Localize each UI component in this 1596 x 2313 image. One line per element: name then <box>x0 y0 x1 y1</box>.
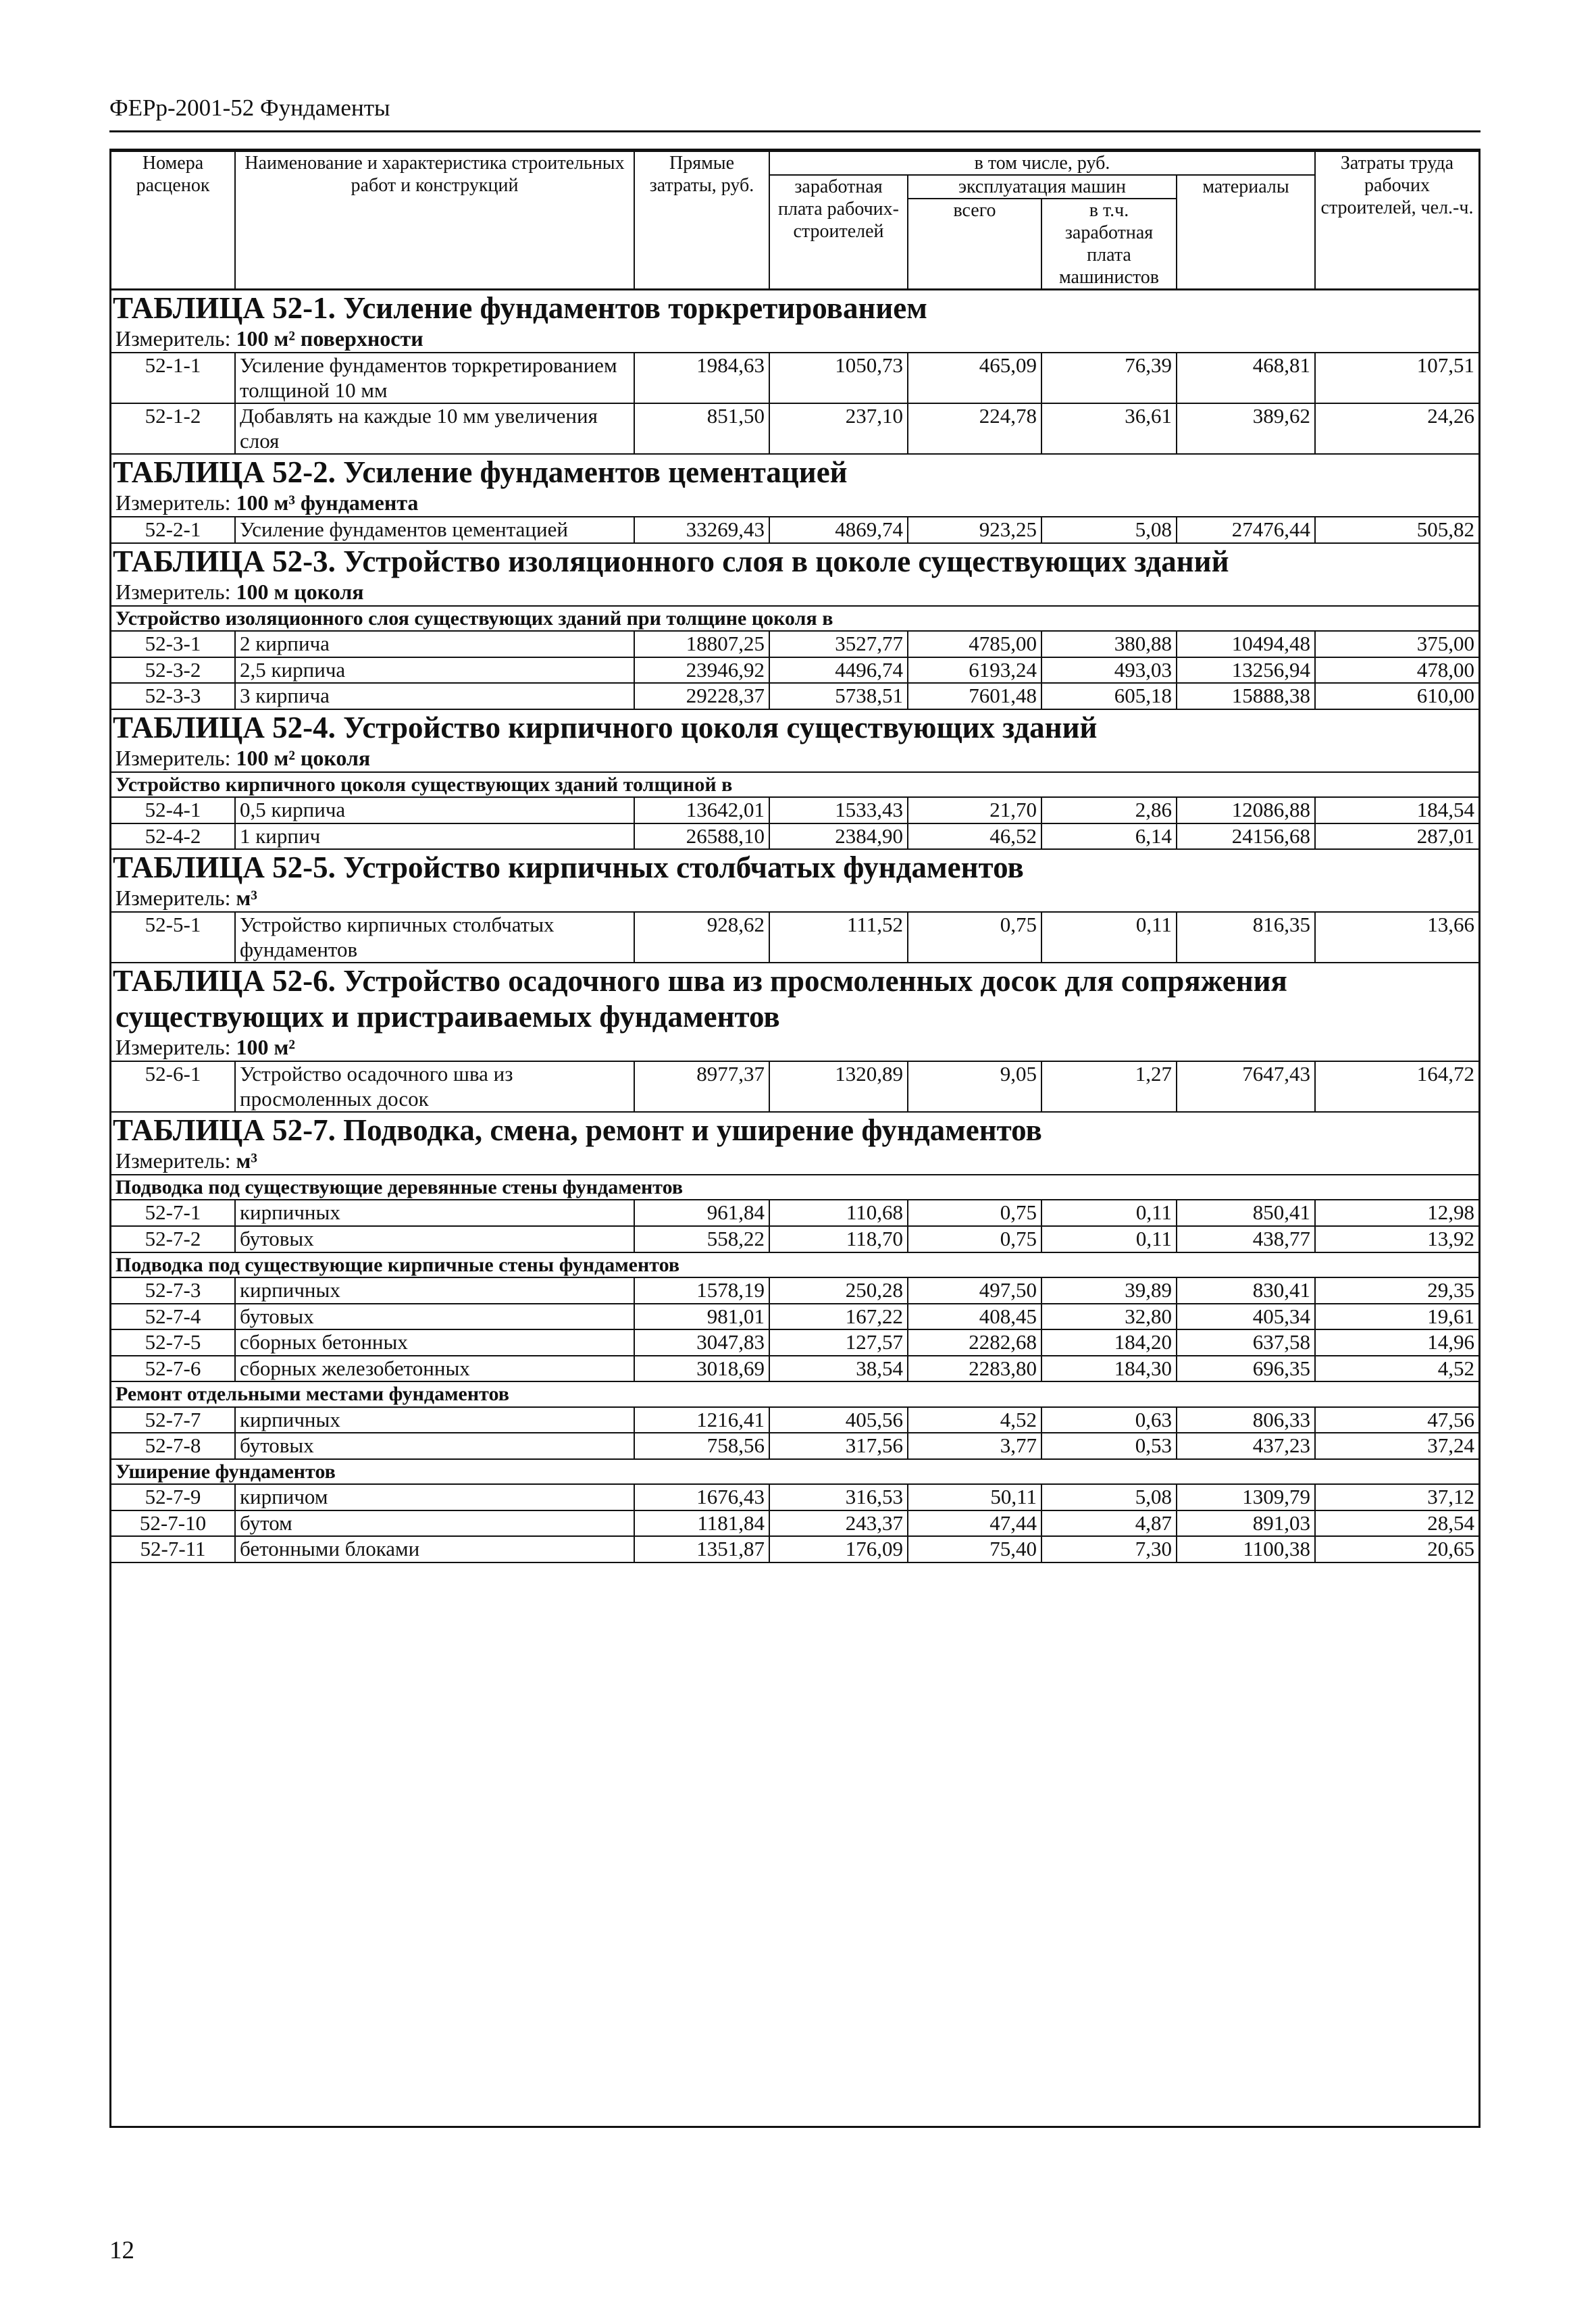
measure-label: Измеритель: <box>115 490 231 515</box>
row-wages: 1050,73 <box>769 353 908 403</box>
row-machinist-wages: 605,18 <box>1041 683 1177 709</box>
measure-unit: м³ <box>236 886 257 911</box>
row-code: 52-3-2 <box>111 657 235 684</box>
row-direct-cost: 981,01 <box>634 1304 769 1330</box>
table-title: ТАБЛИЦА 52-4. Устройство кирпичного цоколя существующих зданий <box>113 710 1098 744</box>
row-code: 52-7-4 <box>111 1304 235 1330</box>
row-wages: 1320,89 <box>769 1061 908 1112</box>
row-wages: 405,56 <box>769 1407 908 1433</box>
table-row <box>111 1510 1478 1537</box>
row-wages: 176,09 <box>769 1536 908 1562</box>
row-machinist-wages: 0,63 <box>1041 1407 1177 1433</box>
row-code: 52-7-11 <box>111 1536 235 1562</box>
row-name: Устройство кирпичных столбчатых фундаментов <box>235 912 634 963</box>
row-machinist-wages: 0,53 <box>1041 1433 1177 1459</box>
row-machines-total: 21,70 <box>908 797 1041 823</box>
row-machines-total: 2283,80 <box>908 1356 1041 1382</box>
row-machinist-wages: 184,30 <box>1041 1356 1177 1382</box>
row-direct-cost: 1984,63 <box>634 353 769 403</box>
row-direct-cost: 33269,43 <box>634 517 769 543</box>
row-machines-total: 497,50 <box>908 1277 1041 1304</box>
group-heading-row <box>111 1252 1478 1277</box>
row-direct-cost: 1578,19 <box>634 1277 769 1304</box>
header-machines-total: всего <box>908 199 1041 290</box>
row-materials: 12086,88 <box>1177 797 1315 823</box>
measure-row <box>111 1148 1478 1175</box>
row-name: 0,5 кирпича <box>235 797 634 823</box>
row-machinist-wages: 0,11 <box>1041 1226 1177 1252</box>
row-labor: 20,65 <box>1315 1536 1478 1562</box>
group-heading: Ремонт отдельными местами фундаментов <box>111 1381 1478 1406</box>
row-machinist-wages: 0,11 <box>1041 1200 1177 1226</box>
row-labor: 375,00 <box>1315 631 1478 657</box>
table-row <box>111 631 1478 657</box>
row-code: 52-3-3 <box>111 683 235 709</box>
row-wages: 127,57 <box>769 1329 908 1356</box>
row-labor: 47,56 <box>1315 1407 1478 1433</box>
measure-row <box>111 886 1478 912</box>
table-title-row <box>111 849 1478 886</box>
row-labor: 610,00 <box>1315 683 1478 709</box>
row-labor: 4,52 <box>1315 1356 1478 1382</box>
row-direct-cost: 26588,10 <box>634 823 769 850</box>
row-name: 2,5 кирпича <box>235 657 634 684</box>
table-row <box>111 1277 1478 1304</box>
row-machines-total: 47,44 <box>908 1510 1041 1537</box>
row-machinist-wages: 1,27 <box>1041 1061 1177 1112</box>
measure-unit: 100 м цоколя <box>236 579 364 604</box>
row-wages: 111,52 <box>769 912 908 963</box>
row-wages: 167,22 <box>769 1304 908 1330</box>
row-wages: 118,70 <box>769 1226 908 1252</box>
row-code: 52-7-1 <box>111 1200 235 1226</box>
row-direct-cost: 18807,25 <box>634 631 769 657</box>
row-materials: 27476,44 <box>1177 517 1315 543</box>
group-heading-row <box>111 1381 1478 1406</box>
row-machinist-wages: 36,61 <box>1041 403 1177 454</box>
table-title: ТАБЛИЦА 52-7. Подводка, смена, ремонт и уширение фундаментов <box>113 1113 1042 1148</box>
row-materials: 24156,68 <box>1177 823 1315 850</box>
table-row <box>111 1200 1478 1226</box>
group-heading: Уширение фундаментов <box>111 1459 1478 1484</box>
group-heading-row <box>111 606 1478 631</box>
row-materials: 830,41 <box>1177 1277 1315 1304</box>
row-machines-total: 0,75 <box>908 1226 1041 1252</box>
row-labor: 29,35 <box>1315 1277 1478 1304</box>
row-name: 3 кирпича <box>235 683 634 709</box>
price-table-body <box>111 151 1478 1562</box>
table-row <box>111 1226 1478 1252</box>
row-direct-cost: 1351,87 <box>634 1536 769 1562</box>
row-name: 1 кирпич <box>235 823 634 850</box>
table-row <box>111 1329 1478 1356</box>
row-labor: 19,61 <box>1315 1304 1478 1330</box>
column-header-row <box>111 151 1478 175</box>
row-name: кирпичных <box>235 1200 634 1226</box>
header-materials: материалы <box>1177 175 1315 290</box>
row-materials: 816,35 <box>1177 912 1315 963</box>
row-wages: 243,37 <box>769 1510 908 1537</box>
header-labor: Затраты труда рабочих строителей, чел.-ч. <box>1315 151 1478 290</box>
row-materials: 891,03 <box>1177 1510 1315 1537</box>
row-machinist-wages: 4,87 <box>1041 1510 1177 1537</box>
row-name: Добавлять на каждые 10 мм увеличения слоя <box>235 403 634 454</box>
group-heading: Подводка под существующие деревянные стены фундаментов <box>111 1175 1478 1200</box>
row-direct-cost: 961,84 <box>634 1200 769 1226</box>
row-wages: 110,68 <box>769 1200 908 1226</box>
table-row <box>111 823 1478 850</box>
row-labor: 107,51 <box>1315 353 1478 403</box>
row-code: 52-7-9 <box>111 1484 235 1510</box>
row-name: 2 кирпича <box>235 631 634 657</box>
row-wages: 5738,51 <box>769 683 908 709</box>
table-title: ТАБЛИЦА 52-6. Устройство осадочного шва из просмоленных досок для сопряжения существующих и пристраиваемых фундаментов <box>113 964 1287 1034</box>
table-row <box>111 1407 1478 1433</box>
table-row <box>111 1304 1478 1330</box>
row-machinist-wages: 5,08 <box>1041 517 1177 543</box>
group-heading-row <box>111 1175 1478 1200</box>
row-name: бутовых <box>235 1226 634 1252</box>
row-direct-cost: 29228,37 <box>634 683 769 709</box>
row-labor: 37,24 <box>1315 1433 1478 1459</box>
row-machines-total: 7601,48 <box>908 683 1041 709</box>
row-direct-cost: 558,22 <box>634 1226 769 1252</box>
row-code: 52-2-1 <box>111 517 235 543</box>
row-materials: 850,41 <box>1177 1200 1315 1226</box>
row-labor: 37,12 <box>1315 1484 1478 1510</box>
group-heading: Подводка под существующие кирпичные стены фундаментов <box>111 1252 1478 1277</box>
row-code: 52-7-5 <box>111 1329 235 1356</box>
row-labor: 164,72 <box>1315 1061 1478 1112</box>
row-code: 52-1-2 <box>111 403 235 454</box>
row-labor: 505,82 <box>1315 517 1478 543</box>
row-direct-cost: 13642,01 <box>634 797 769 823</box>
table-title: ТАБЛИЦА 52-5. Устройство кирпичных столбчатых фундаментов <box>113 850 1024 885</box>
row-labor: 478,00 <box>1315 657 1478 684</box>
row-materials: 696,35 <box>1177 1356 1315 1382</box>
row-direct-cost: 23946,92 <box>634 657 769 684</box>
measure-row <box>111 580 1478 606</box>
row-direct-cost: 1676,43 <box>634 1484 769 1510</box>
row-code: 52-4-1 <box>111 797 235 823</box>
row-code: 52-5-1 <box>111 912 235 963</box>
row-machines-total: 75,40 <box>908 1536 1041 1562</box>
measure-row <box>111 326 1478 353</box>
table-row <box>111 403 1478 454</box>
row-code: 52-4-2 <box>111 823 235 850</box>
table-row <box>111 912 1478 963</box>
row-machines-total: 0,75 <box>908 1200 1041 1226</box>
row-wages: 4869,74 <box>769 517 908 543</box>
row-labor: 12,98 <box>1315 1200 1478 1226</box>
table-title-row <box>111 1112 1478 1148</box>
row-machines-total: 408,45 <box>908 1304 1041 1330</box>
row-machines-total: 923,25 <box>908 517 1041 543</box>
row-wages: 38,54 <box>769 1356 908 1382</box>
row-direct-cost: 1216,41 <box>634 1407 769 1433</box>
row-labor: 184,54 <box>1315 797 1478 823</box>
row-machinist-wages: 6,14 <box>1041 823 1177 850</box>
row-wages: 250,28 <box>769 1277 908 1304</box>
measure-row <box>111 746 1478 772</box>
row-name: сборных бетонных <box>235 1329 634 1356</box>
measure-label: Измеритель: <box>115 579 231 604</box>
row-labor: 287,01 <box>1315 823 1478 850</box>
row-materials: 15888,38 <box>1177 683 1315 709</box>
row-machinist-wages: 184,20 <box>1041 1329 1177 1356</box>
row-machines-total: 465,09 <box>908 353 1041 403</box>
measure-label: Измеритель: <box>115 886 231 911</box>
row-wages: 2384,90 <box>769 823 908 850</box>
measure-label: Измеритель: <box>115 1148 231 1173</box>
row-materials: 10494,48 <box>1177 631 1315 657</box>
row-wages: 237,10 <box>769 403 908 454</box>
header-machinist-wages: в т.ч. заработная плата машинистов <box>1041 199 1177 290</box>
table-title-row <box>111 290 1478 327</box>
row-name: бутовых <box>235 1433 634 1459</box>
measure-label: Измеритель: <box>115 326 231 351</box>
measure-label: Измеритель: <box>115 1035 231 1060</box>
row-wages: 3527,77 <box>769 631 908 657</box>
row-machinist-wages: 32,80 <box>1041 1304 1177 1330</box>
measure-row <box>111 1035 1478 1061</box>
running-header: ФЕРр-2001-52 Фундаменты <box>109 95 390 121</box>
header-name: Наименование и характеристика строительных работ и конструкций <box>235 151 634 290</box>
group-heading: Устройство изоляционного слоя существующих зданий при толщине цоколя в <box>111 606 1478 631</box>
row-machines-total: 224,78 <box>908 403 1041 454</box>
row-code: 52-7-7 <box>111 1407 235 1433</box>
row-materials: 438,77 <box>1177 1226 1315 1252</box>
row-code: 52-6-1 <box>111 1061 235 1112</box>
table-title: ТАБЛИЦА 52-3. Устройство изоляционного слоя в цоколе существующих зданий <box>113 544 1229 578</box>
table-row <box>111 1061 1478 1112</box>
row-labor: 14,96 <box>1315 1329 1478 1356</box>
row-code: 52-7-10 <box>111 1510 235 1537</box>
row-labor: 24,26 <box>1315 403 1478 454</box>
row-direct-cost: 3047,83 <box>634 1329 769 1356</box>
row-wages: 1533,43 <box>769 797 908 823</box>
header-direct: Прямые затраты, руб. <box>634 151 769 290</box>
row-machinist-wages: 39,89 <box>1041 1277 1177 1304</box>
row-name: Усиление фундаментов торкретированием толщиной 10 мм <box>235 353 634 403</box>
row-machinist-wages: 2,86 <box>1041 797 1177 823</box>
row-direct-cost: 851,50 <box>634 403 769 454</box>
measure-unit: 100 м² <box>236 1035 295 1060</box>
table-title: ТАБЛИЦА 52-1. Усиление фундаментов торкретированием <box>113 291 927 326</box>
group-heading: Устройство кирпичного цоколя существующих зданий толщиной в <box>111 772 1478 797</box>
row-direct-cost: 758,56 <box>634 1433 769 1459</box>
row-wages: 317,56 <box>769 1433 908 1459</box>
row-machines-total: 50,11 <box>908 1484 1041 1510</box>
table-row <box>111 683 1478 709</box>
group-heading-row <box>111 1459 1478 1484</box>
row-machinist-wages: 7,30 <box>1041 1536 1177 1562</box>
row-code: 52-7-6 <box>111 1356 235 1382</box>
row-labor: 28,54 <box>1315 1510 1478 1537</box>
row-code: 52-7-3 <box>111 1277 235 1304</box>
row-materials: 389,62 <box>1177 403 1315 454</box>
row-name: кирпичом <box>235 1484 634 1510</box>
row-materials: 1100,38 <box>1177 1536 1315 1562</box>
row-code: 52-1-1 <box>111 353 235 403</box>
row-machines-total: 4785,00 <box>908 631 1041 657</box>
header-group: в том числе, руб. <box>769 151 1315 175</box>
page-number: 12 <box>109 2237 134 2264</box>
header-machines-group: эксплуатация машин <box>908 175 1177 199</box>
row-machines-total: 46,52 <box>908 823 1041 850</box>
row-name: Усиление фундаментов цементацией <box>235 517 634 543</box>
row-name: Устройство осадочного шва из просмоленных досок <box>235 1061 634 1112</box>
row-machines-total: 2282,68 <box>908 1329 1041 1356</box>
row-name: бетонными блоками <box>235 1536 634 1562</box>
measure-unit: 100 м² цоколя <box>236 745 371 770</box>
row-machinist-wages: 380,88 <box>1041 631 1177 657</box>
row-machinist-wages: 0,11 <box>1041 912 1177 963</box>
row-name: кирпичных <box>235 1407 634 1433</box>
measure-row <box>111 490 1478 517</box>
row-materials: 468,81 <box>1177 353 1315 403</box>
table-row <box>111 657 1478 684</box>
table-row <box>111 1484 1478 1510</box>
row-materials: 437,23 <box>1177 1433 1315 1459</box>
row-materials: 806,33 <box>1177 1407 1315 1433</box>
table-title-row <box>111 963 1478 1035</box>
row-materials: 1309,79 <box>1177 1484 1315 1510</box>
measure-unit: 100 м³ фундамента <box>236 490 419 515</box>
header-wages: заработная плата рабочих-строителей <box>769 175 908 290</box>
row-machinist-wages: 5,08 <box>1041 1484 1177 1510</box>
row-direct-cost: 8977,37 <box>634 1061 769 1112</box>
measure-unit: м³ <box>236 1148 257 1173</box>
row-machines-total: 4,52 <box>908 1407 1041 1433</box>
row-name: бутом <box>235 1510 634 1537</box>
measure-unit: 100 м² поверхности <box>236 326 423 351</box>
row-wages: 4496,74 <box>769 657 908 684</box>
table-title-row <box>111 454 1478 490</box>
table-title-row <box>111 709 1478 746</box>
row-code: 52-7-2 <box>111 1226 235 1252</box>
row-name: сборных железобетонных <box>235 1356 634 1382</box>
row-name: бутовых <box>235 1304 634 1330</box>
row-wages: 316,53 <box>769 1484 908 1510</box>
row-materials: 637,58 <box>1177 1329 1315 1356</box>
measure-label: Измеритель: <box>115 745 231 770</box>
row-materials: 405,34 <box>1177 1304 1315 1330</box>
row-machinist-wages: 76,39 <box>1041 353 1177 403</box>
row-materials: 13256,94 <box>1177 657 1315 684</box>
row-machines-total: 6193,24 <box>908 657 1041 684</box>
table-row <box>111 517 1478 543</box>
row-materials: 7647,43 <box>1177 1061 1315 1112</box>
row-direct-cost: 3018,69 <box>634 1356 769 1382</box>
header-code: Номера расценок <box>111 151 235 290</box>
row-code: 52-3-1 <box>111 631 235 657</box>
header-rule <box>109 130 1481 132</box>
row-labor: 13,66 <box>1315 912 1478 963</box>
row-machines-total: 3,77 <box>908 1433 1041 1459</box>
row-machines-total: 9,05 <box>908 1061 1041 1112</box>
row-machines-total: 0,75 <box>908 912 1041 963</box>
table-title-row <box>111 543 1478 580</box>
price-table <box>111 151 1478 1563</box>
table-row <box>111 797 1478 823</box>
table-title: ТАБЛИЦА 52-2. Усиление фундаментов цементацией <box>113 455 848 490</box>
row-machinist-wages: 493,03 <box>1041 657 1177 684</box>
table-row <box>111 1356 1478 1382</box>
group-heading-row <box>111 772 1478 797</box>
row-direct-cost: 928,62 <box>634 912 769 963</box>
row-labor: 13,92 <box>1315 1226 1478 1252</box>
row-code: 52-7-8 <box>111 1433 235 1459</box>
table-row <box>111 1536 1478 1562</box>
row-direct-cost: 1181,84 <box>634 1510 769 1537</box>
table-row <box>111 1433 1478 1459</box>
row-name: кирпичных <box>235 1277 634 1304</box>
table-row <box>111 353 1478 403</box>
